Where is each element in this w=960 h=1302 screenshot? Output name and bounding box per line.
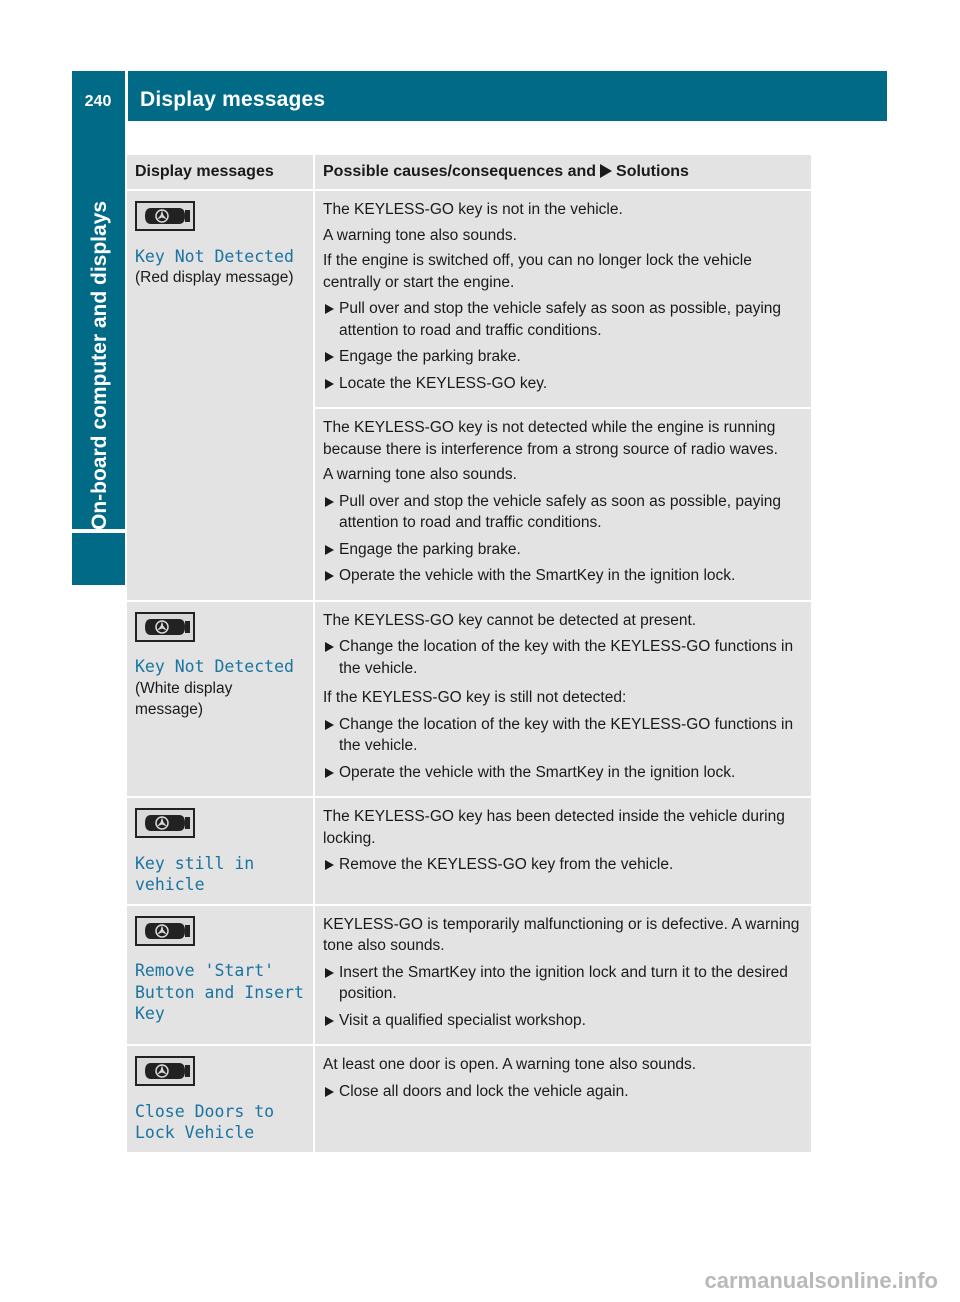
table-row (127, 1045, 811, 1152)
instruction-step (323, 565, 805, 587)
arrow-right-icon (325, 642, 334, 652)
display-message-text: Key Not Detected (135, 657, 294, 676)
paragraph: A warning tone also sounds. (323, 466, 517, 483)
arrow-right-icon (325, 304, 334, 314)
arrow-right-icon (325, 545, 334, 555)
solution-cell (314, 190, 811, 601)
arrow-right-icon (325, 497, 334, 507)
key-icon (135, 612, 195, 642)
instruction-step (323, 491, 805, 534)
message-cell (127, 797, 314, 905)
message-cell (127, 1045, 314, 1152)
key-icon (135, 916, 195, 946)
step-text: Change the location of the key with the KEYLESS-GO functions in the vehicle. (339, 715, 794, 754)
instruction-step (323, 373, 805, 395)
arrow-right-icon (325, 860, 334, 870)
message-note: (White display message) (135, 679, 233, 718)
instruction-step (323, 762, 805, 784)
paragraph: The KEYLESS-GO key is not in the vehicle. (323, 201, 623, 218)
step-text: Insert the SmartKey into the ignition lock and turn it to the desired position. (339, 963, 788, 1002)
arrow-right-icon (600, 164, 612, 178)
header-divider (125, 71, 128, 121)
display-message-text: Remove 'Start' Button and Insert Key (135, 961, 314, 1023)
solution-cell (314, 797, 811, 905)
paragraph: KEYLESS-GO is temporarily malfunctioning or is defective. A warning tone also sounds. (323, 915, 800, 954)
instruction-step (323, 346, 805, 368)
key-icon (135, 201, 195, 231)
table-row (127, 190, 811, 601)
message-cell (127, 601, 314, 798)
page-number: 240 (84, 93, 112, 110)
step-text: Remove the KEYLESS-GO key from the vehicle. (339, 856, 674, 873)
paragraph: A warning tone also sounds. (323, 226, 517, 244)
display-message-text: Key Not Detected (135, 246, 294, 266)
display-message-text: Close Doors to Lock Vehicle (135, 1101, 285, 1142)
arrow-right-icon (325, 720, 334, 730)
solution-cell (314, 905, 811, 1046)
step-text: Change the location of the key with the KEYLESS-GO functions in the vehicle. (339, 638, 794, 677)
table-row (127, 905, 811, 1046)
solution-segment (315, 407, 811, 600)
column-header-text: Possible causes/consequences and (323, 163, 597, 180)
column-header-messages: Display messages (127, 155, 314, 190)
column-header-text-solutions: Solutions (616, 163, 689, 180)
paragraph: If the engine is switched off, you can no longer lock the vehicle centrally or start the engine. (323, 252, 752, 291)
side-tab-marker (72, 533, 125, 585)
arrow-right-icon (325, 768, 334, 778)
page-title: Display messages (140, 88, 326, 111)
paragraph: The KEYLESS-GO key has been detected inside the vehicle during locking. (323, 808, 785, 847)
solution-segment (315, 191, 811, 407)
paragraph: The KEYLESS-GO key cannot be detected at present. (323, 611, 697, 629)
instruction-step (323, 1081, 805, 1103)
instruction-step (323, 962, 805, 1005)
paragraph: If the KEYLESS-GO key is still not detected: (323, 689, 627, 706)
display-message-text: Key still in vehicle (135, 853, 265, 894)
watermark: carmanualsonline.info (704, 1268, 938, 1293)
arrow-right-icon (325, 352, 334, 362)
section-label: On-board computer and displays (88, 200, 111, 530)
table-header-row (127, 155, 811, 190)
instruction-step (323, 1010, 805, 1032)
step-text: Pull over and stop the vehicle safely as soon as possible, paying attention to road and traffic conditions. (339, 492, 782, 531)
message-note: (Red display message) (135, 269, 294, 286)
step-text: Locate the KEYLESS-GO key. (339, 374, 548, 392)
step-text: Operate the vehicle with the SmartKey in the ignition lock. (339, 567, 736, 584)
key-icon (135, 808, 195, 838)
message-cell (127, 905, 314, 1046)
step-text: Close all doors and lock the vehicle again. (339, 1082, 629, 1100)
table-row (127, 601, 811, 798)
paragraph: The KEYLESS-GO key is not detected while the engine is running because there is interference from a strong source of radio waves. (323, 419, 778, 458)
instruction-step (323, 854, 805, 876)
step-text: Operate the vehicle with the SmartKey in the ignition lock. (339, 763, 736, 781)
key-icon (135, 1056, 195, 1086)
arrow-right-icon (325, 968, 334, 978)
column-header-solutions (314, 155, 811, 190)
paragraph: At least one door is open. A warning tone also sounds. (323, 1056, 697, 1073)
page-header (72, 71, 887, 121)
step-text: Visit a qualified specialist workshop. (339, 1011, 586, 1029)
step-text: Engage the parking brake. (339, 540, 521, 558)
display-messages-table (127, 155, 811, 1152)
table-row (127, 797, 811, 905)
arrow-right-icon (325, 1016, 334, 1026)
instruction-step (323, 714, 805, 757)
arrow-right-icon (325, 1087, 334, 1097)
message-cell (127, 190, 314, 601)
instruction-step (323, 636, 805, 679)
step-text: Engage the parking brake. (339, 348, 521, 365)
instruction-step (323, 298, 805, 341)
arrow-right-icon (325, 379, 334, 389)
step-text: Pull over and stop the vehicle safely as soon as possible, paying attention to road and traffic conditions. (339, 300, 782, 339)
solution-cell (314, 601, 811, 798)
solution-cell (314, 1045, 811, 1152)
arrow-right-icon (325, 571, 334, 581)
instruction-step (323, 539, 805, 561)
